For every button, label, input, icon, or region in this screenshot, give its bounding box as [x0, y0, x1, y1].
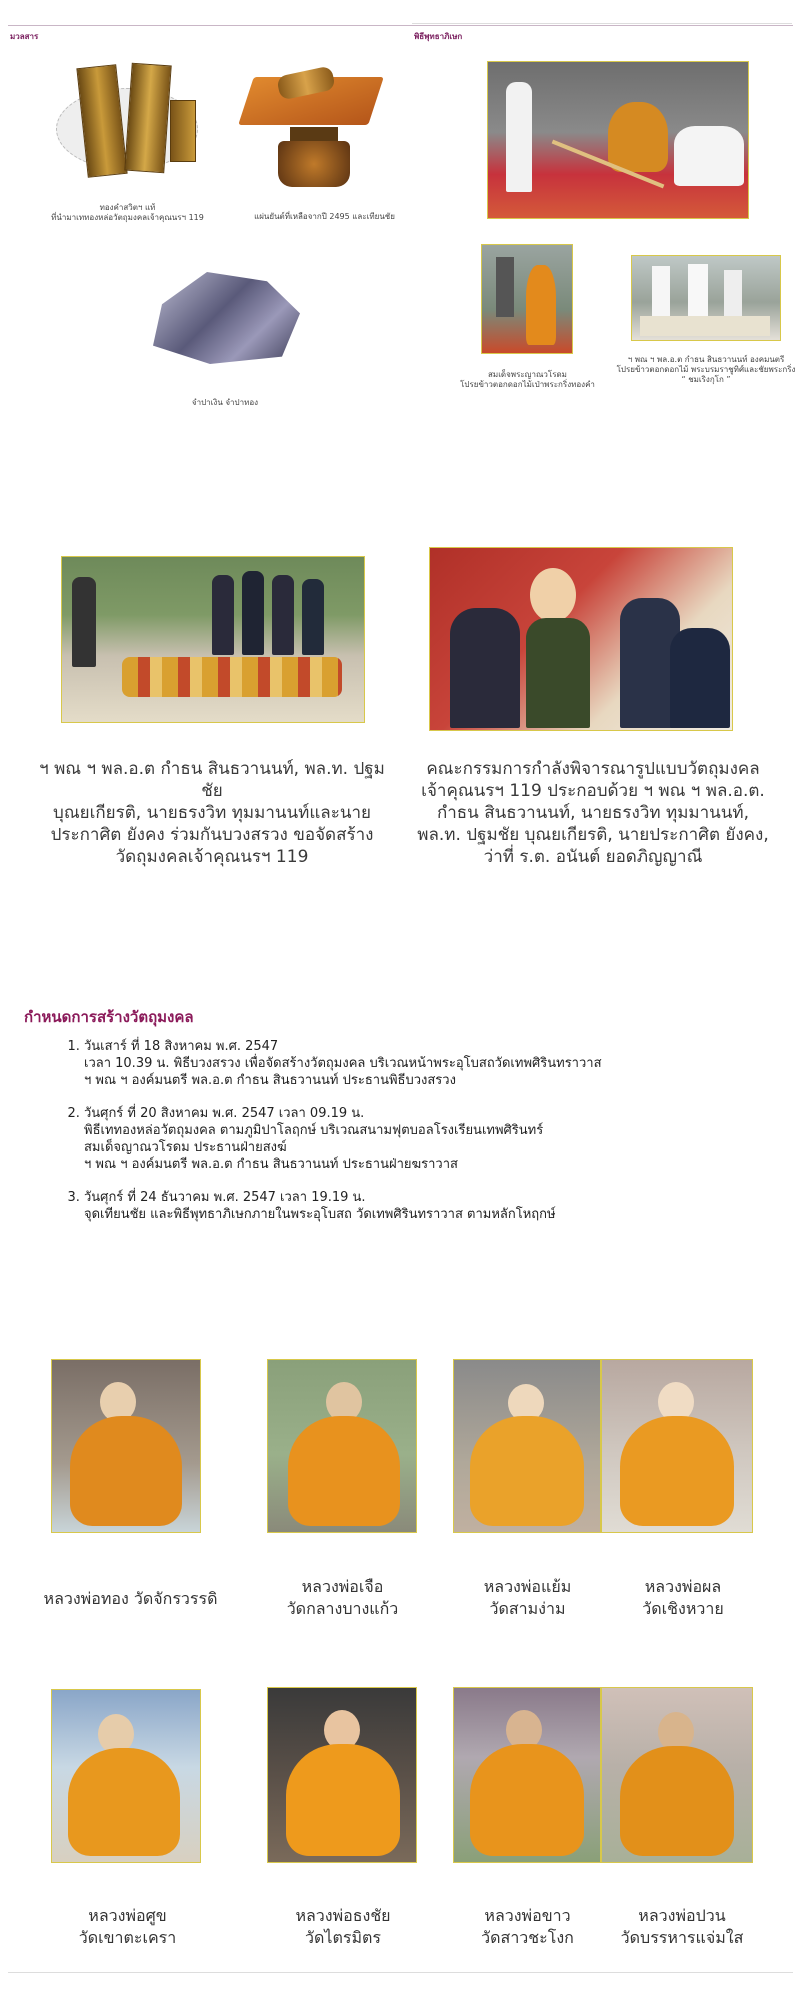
monk-photo-thong: [52, 1360, 200, 1532]
blessing-photo: [62, 557, 364, 722]
monk-photo-phon: [602, 1360, 752, 1532]
ore-image: [140, 262, 310, 372]
monk-name-thongchai: หลวงพ่อธงชัย วัดไตรมิตร: [295, 1906, 391, 1947]
monk-photo-suk: [52, 1690, 200, 1862]
ceremony-photo-general: [632, 256, 780, 340]
materials-title: มวลสาร: [10, 32, 39, 41]
gold-bars-image: [52, 60, 202, 195]
monk-name-phon: หลวงพ่อผล วัดเชิงหวาย: [642, 1577, 724, 1618]
monk-photo-khao: [454, 1688, 600, 1862]
monk-photo-thongchai: [268, 1688, 416, 1862]
ceremony-photo-monk: [482, 245, 572, 353]
blessing-caption: ฯ พณ ฯ พล.อ.ต กำธน สินธวานนท์, พล.ท. ปฐมชัย บุณยเกียรติ, นายธรงวิท ทุมมานนท์และนายประกาศิต ยังคง ร่วมกันบวงสรวง ขอจัดสร้าง วัดถุมงคลเจ้าคุณนรฯ 119: [39, 759, 385, 867]
schedule-item: 2. วันศุกร์ ที่ 20 สิงหาคม พ.ศ. 2547 เวลา 09.19 น. พิธีเททองหล่อวัตถุมงคล ตามภูมิปาโลฤกษ์ บริเวณสนามฟุตบอลโรงเรียนเทพศิรินทร์ สมเด็จญาณวโรดม ประธานฝ่ายสงฆ์ ฯ พณ ฯ องค์มนตรี พล.อ.ต กำธน สินธวานนท์ ประธานฝ่ายฆราวาส: [84, 1105, 800, 1173]
yantra-caption: แผ่นยันต์ที่เหลือจากปี 2495 และเทียนชัย: [254, 212, 395, 221]
committee-photo: [430, 548, 732, 730]
ore-caption: จำปาเงิน จำปาทอง: [191, 398, 259, 407]
monk-name-juea: หลวงพ่อเจือ วัดกลางบางแก้ว: [286, 1577, 399, 1618]
bottom-divider: [8, 1972, 793, 1973]
ceremony-title: พิธีพุทธาภิเษก: [414, 32, 463, 41]
yantra-image: [238, 55, 388, 193]
monk-name-suk: หลวงพ่อศูข วัดเขาตะเครา: [78, 1906, 177, 1947]
monk-name-thong: หลวงพ่อทอง วัดจักรวรรดิ: [43, 1589, 218, 1608]
monk-photo-puan: [602, 1688, 752, 1862]
ceremony-caption-general: ฯ พณ ฯ พล.อ.ต กำธน สินธวานนท์ องคมนตรี โปรยข้าวตอกดอกไม้ พระบรมราชูทิศ์และชัยพระกริ่ง “ ชมเริงกุโก ”: [616, 355, 796, 384]
committee-caption: คณะกรรมการกำลังพิจารณารูปแบบวัตถุมงคล เจ้าคุณนรฯ 119 ประกอบด้วย ฯ พณ ฯ พล.อ.ต. กำธน สินธวานนท์, นายธรงวิท ทุมมานนท์, พล.ท. ปฐมชัย บุณยเกียรติ, นายประกาศิต ยังคง, ว่าที่ ร.ต. อนันต์ ยอดภิญญาณี: [417, 759, 769, 867]
gold-caption: ทองคำสวิตฯ แท้ ที่นำมาเททองหล่อวัตถุมงคลเจ้าคุณนรฯ 119: [51, 203, 204, 222]
top-divider: [8, 25, 793, 26]
schedule-list: [54, 1038, 800, 1239]
monk-name-khao: หลวงพ่อขาว วัดสาวชะโงก: [481, 1906, 574, 1947]
monk-photo-yaem: [454, 1360, 600, 1532]
ceremony-divider: [412, 23, 792, 24]
monk-photo-juea: [268, 1360, 416, 1532]
monk-name-yaem: หลวงพ่อแย้ม วัดสามง่าม: [483, 1577, 572, 1618]
ceremony-photo-main: [488, 62, 748, 218]
schedule-item: 3. วันศุกร์ ที่ 24 ธันวาคม พ.ศ. 2547 เวลา 19.19 น. จุดเทียนชัย และพิธีพุทธาภิเษกภายในพระอุโบสถ วัดเทพศิรินทราวาส ตามหลักโหฤกษ์: [84, 1189, 800, 1223]
ceremony-caption-monk: สมเด็จพระญาณวโรดม โปรยข้าวตอกดอกไม้เป่าพระกริ่งทองคำ: [460, 370, 595, 389]
schedule-item: 1. วันเสาร์ ที่ 18 สิงหาคม พ.ศ. 2547 เวลา 10.39 น. พิธีบวงสรวง เพื่อจัดสร้างวัตถุมงคล บริเวณหน้าพระอุโบสถวัดเทพศิรินทราวาส ฯ พณ ฯ องค์มนตรี พล.อ.ต กำธน สินธวานนท์ ประธานพิธีบวงสรวง: [84, 1038, 800, 1089]
schedule-title: กำหนดการสร้างวัตถุมงคล: [24, 1008, 194, 1026]
monk-name-puan: หลวงพ่อปวน วัดบรรหารแจ่มใส: [620, 1906, 744, 1947]
